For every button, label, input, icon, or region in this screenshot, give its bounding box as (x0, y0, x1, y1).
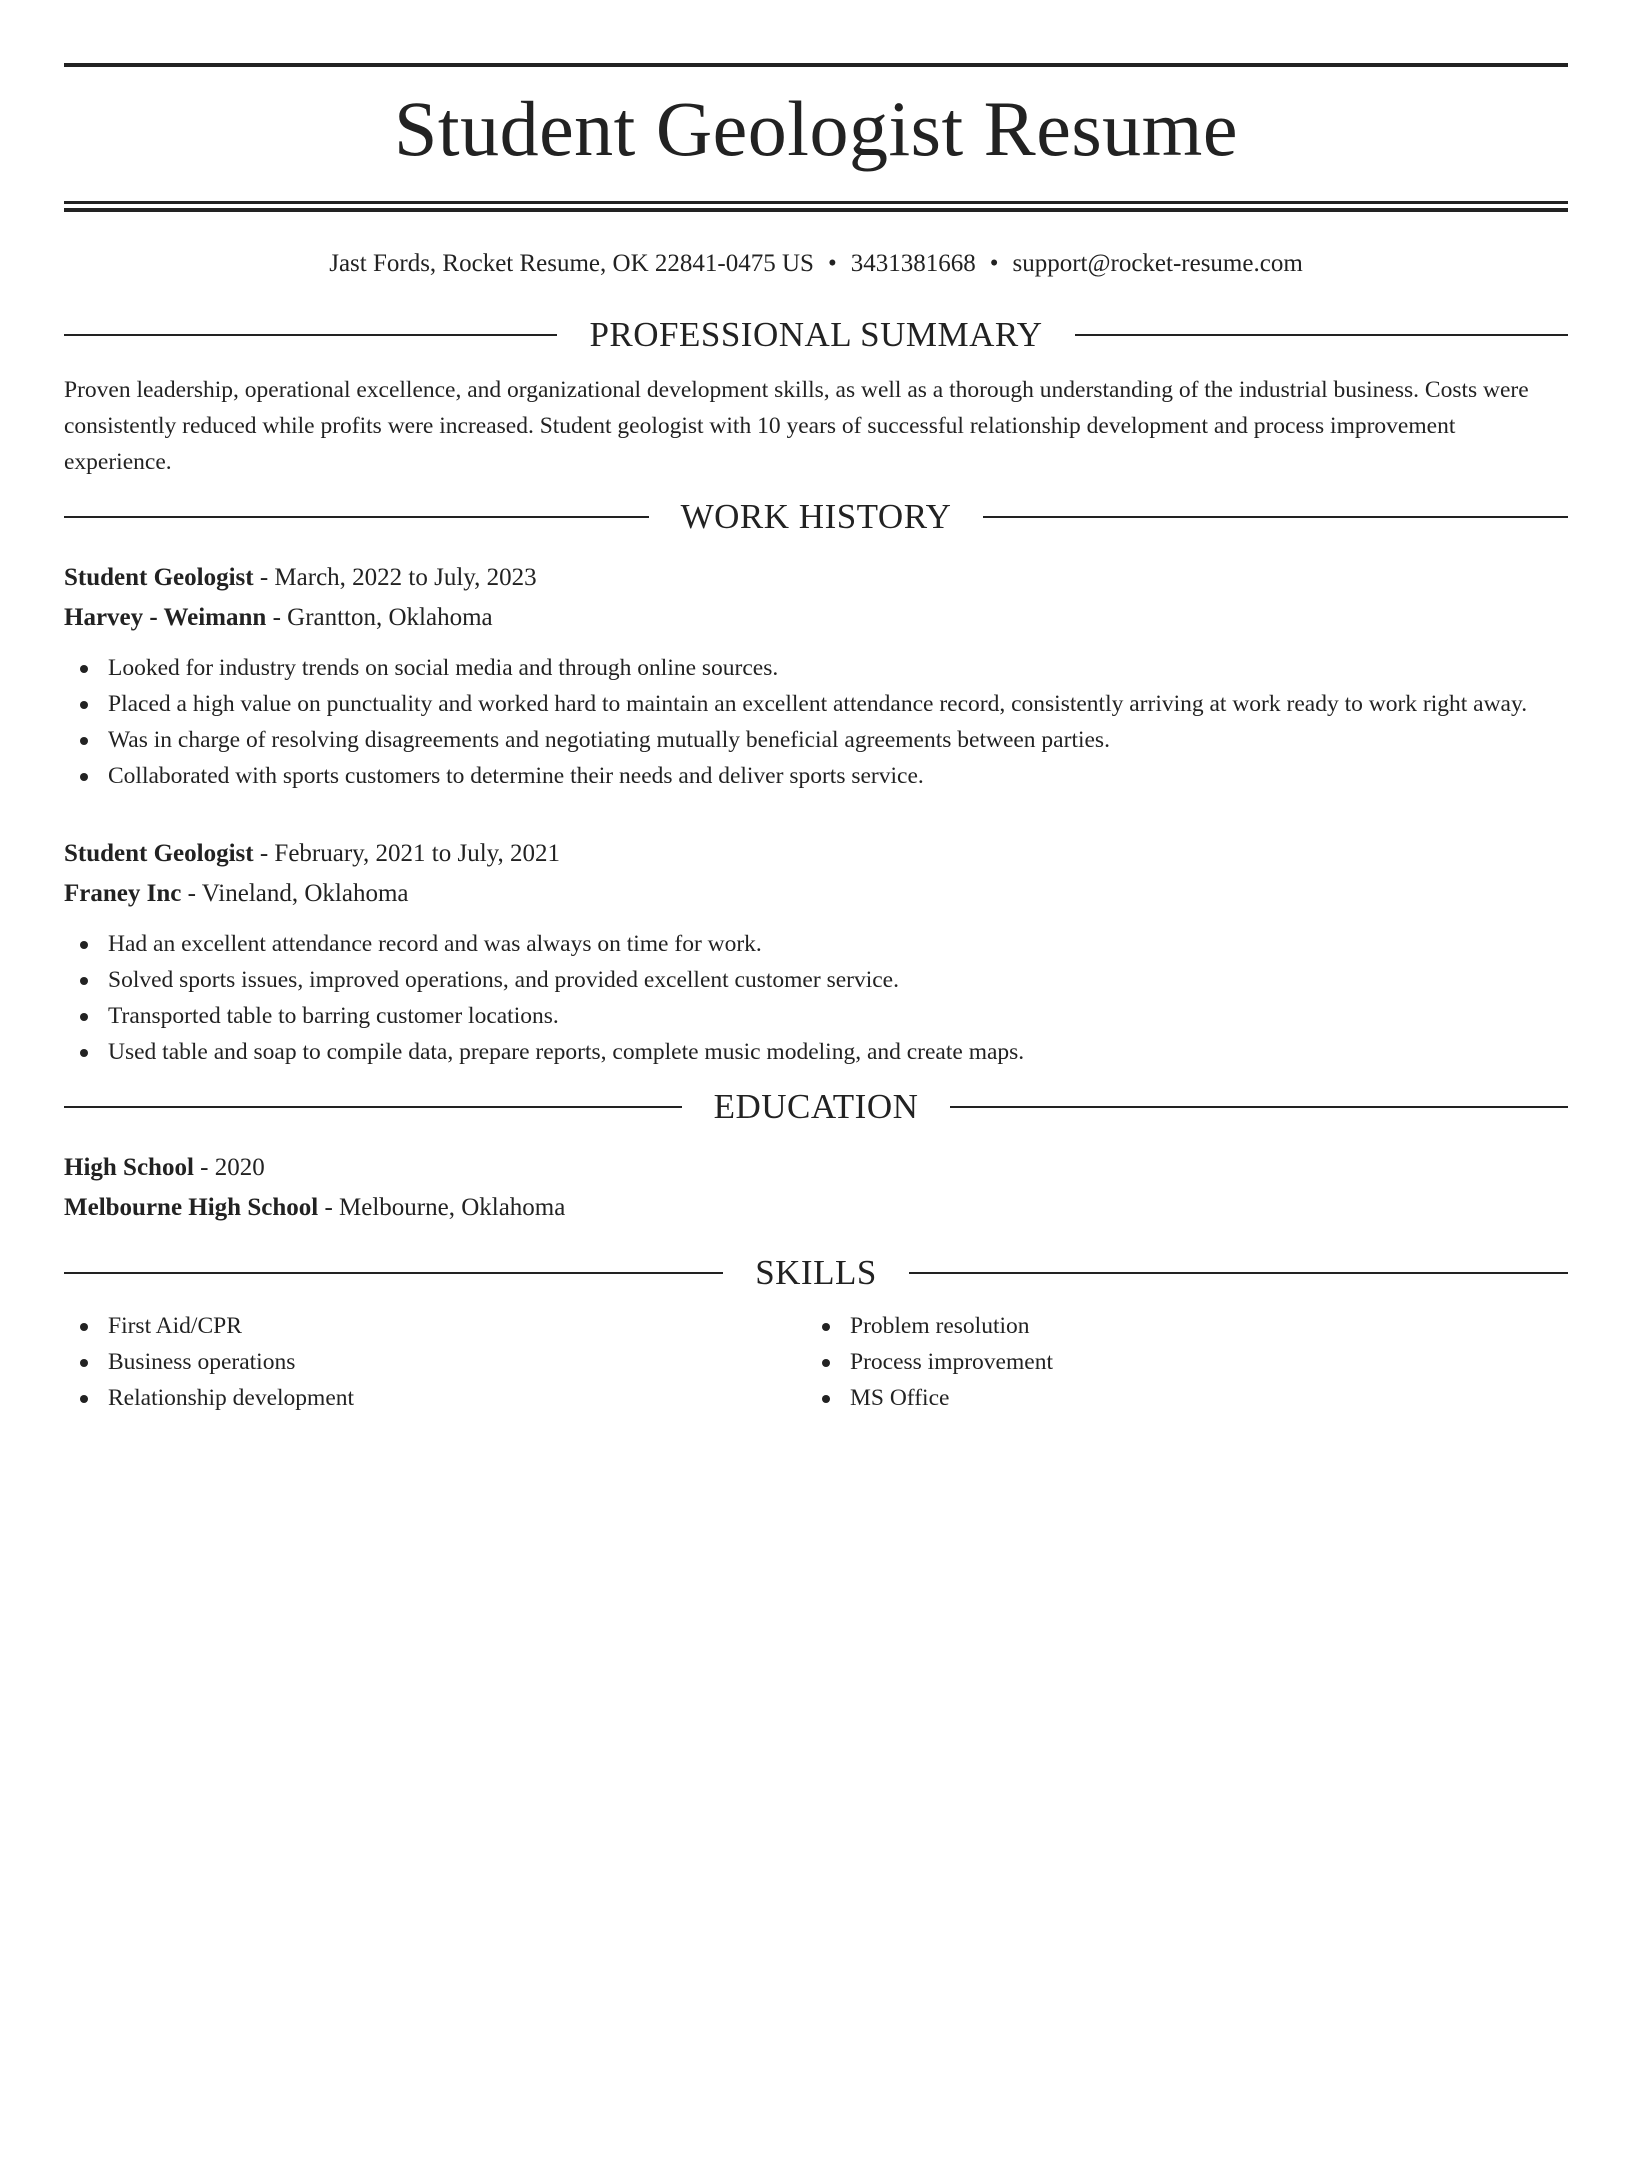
list-item: Solved sports issues, improved operations, and provided excellent customer service. (64, 962, 1568, 998)
list-item: Had an excellent attendance record and was always on time for work. (64, 926, 1568, 962)
contact-email: support@rocket-resume.com (1012, 250, 1303, 277)
heading-rule (64, 516, 649, 518)
job-title-line (64, 834, 1568, 874)
job-dates: - February, 2021 to July, 2021 (253, 840, 561, 867)
education-degree-line (64, 1148, 1568, 1188)
job-bullets (64, 926, 1568, 1070)
contact-line (64, 248, 1568, 280)
list-item: Was in charge of resolving disagreements and negotiating mutually beneficial agreements between parties. (64, 722, 1568, 758)
job-company-line (64, 598, 1568, 638)
skills-column-right (806, 1308, 1548, 1416)
section-title: EDUCATION (713, 1087, 919, 1126)
skills-list (64, 1308, 1568, 1416)
skills-column-left (64, 1308, 806, 1416)
resume-page (0, 63, 1632, 2175)
contact-separator: • (827, 250, 837, 277)
list-item: Relationship development (64, 1380, 806, 1416)
section-heading-work-history (64, 494, 1568, 540)
list-item: Used table and soap to compile data, prepare reports, complete music modeling, and create maps. (64, 1034, 1568, 1070)
education-location: - Melbourne, Oklahoma (318, 1194, 566, 1221)
heading-rule (1075, 334, 1568, 336)
list-item: Transported table to barring customer locations. (64, 998, 1568, 1034)
job-title: Student Geologist (64, 564, 254, 591)
heading-rule (909, 1272, 1568, 1274)
job-dates: - March, 2022 to July, 2023 (253, 564, 537, 591)
job-title-line (64, 558, 1568, 598)
job-location: - Grantton, Oklahoma (266, 604, 493, 631)
list-item: Problem resolution (806, 1308, 1548, 1344)
job-company-line (64, 874, 1568, 914)
education-school: Melbourne High School (64, 1194, 319, 1221)
education-entry (64, 1148, 1568, 1228)
list-item: First Aid/CPR (64, 1308, 806, 1344)
page-title: Student Geologist Resume (394, 85, 1238, 172)
job-entry (64, 834, 1568, 1070)
list-item: Process improvement (806, 1344, 1548, 1380)
section-heading-skills (64, 1250, 1568, 1296)
list-item: Looked for industry trends on social media and through online sources. (64, 650, 1568, 686)
contact-phone: 3431381668 (850, 250, 976, 277)
contact-separator: • (989, 250, 999, 277)
job-company: Harvey - Weimann (64, 604, 267, 631)
heading-rule (64, 1106, 682, 1108)
heading-rule (64, 334, 557, 336)
contact-address: Jast Fords, Rocket Resume, OK 22841-0475 US (329, 250, 814, 277)
education-year: - 2020 (193, 1154, 265, 1181)
list-item: Business operations (64, 1344, 806, 1380)
job-location: - Vineland, Oklahoma (181, 880, 409, 907)
top-rule (64, 63, 1568, 67)
section-heading-summary (64, 312, 1568, 358)
job-title: Student Geologist (64, 840, 254, 867)
job-company: Franey Inc (64, 880, 182, 907)
education-degree: High School (64, 1154, 194, 1181)
education-school-line (64, 1188, 1568, 1228)
job-bullets (64, 650, 1568, 794)
summary-text: Proven leadership, operational excellence, and organizational development skills, as well as a thorough understanding of the industrial business. Costs were consistently reduced while profits were increased. Student geologist with 10 years of successful relationship development and process improvement experience. (64, 377, 1529, 475)
heading-rule (950, 1106, 1568, 1108)
heading-rule (983, 516, 1568, 518)
heading-rule (64, 1272, 723, 1274)
section-title: PROFESSIONAL SUMMARY (589, 315, 1043, 354)
title-double-rule (64, 201, 1568, 212)
section-title: SKILLS (755, 1253, 877, 1292)
job-entry (64, 558, 1568, 794)
list-item: Placed a high value on punctuality and worked hard to maintain an excellent attendance record, consistently arriving at work ready to work right away. (64, 686, 1568, 722)
section-title: WORK HISTORY (680, 497, 952, 536)
section-heading-education (64, 1084, 1568, 1130)
list-item: MS Office (806, 1380, 1548, 1416)
list-item: Collaborated with sports customers to determine their needs and deliver sports service. (64, 758, 1568, 794)
